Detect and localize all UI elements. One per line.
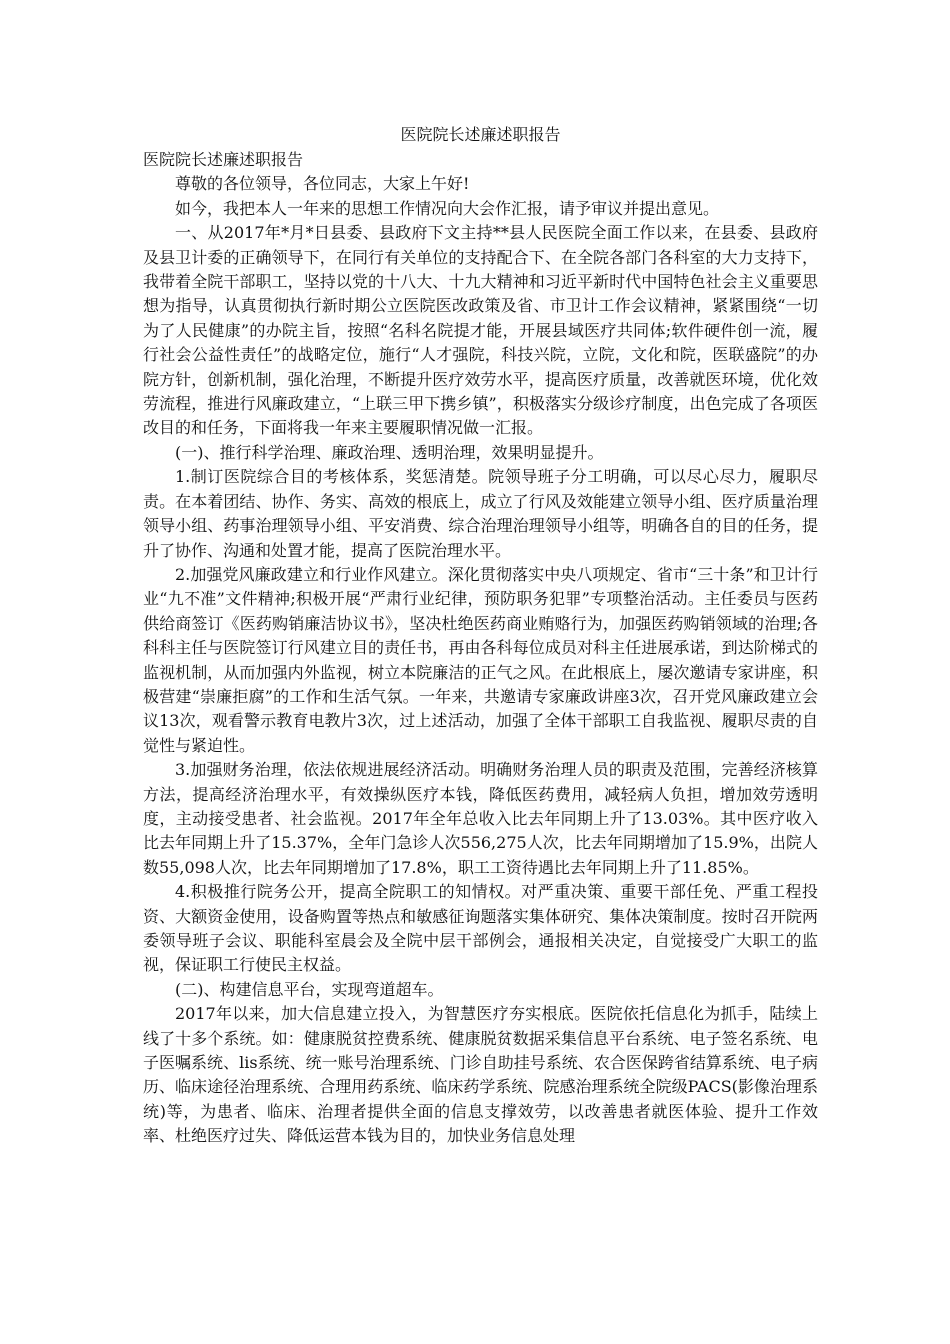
paragraph-intro: 如今，我把本人一年来的思想工作情况向大会作汇报，请予审议并提出意见。 [175,198,720,218]
paragraph-item-3: 3.加强财务治理，依法依规进展经济活动。明确财务治理人员的职责及范围，完善经济核算方法，提高经济治理水平，有效操纵医疗本钱，降低医药费用，减轻病人负担，增加效劳透明度，主动接受患者、社会监视。2017年全年总收入比去年同期上升了13.03%。其中医疗收入比去年同期上升了15.37%，全年门急诊人次556,275人次，比去年同期增加了15.9%，出院人数55,098人次，比去年同期增加了17.8%，职工工资待遇比去年同期上升了11.85%。 [143,760,818,877]
paragraph-info-platform: 2017年以来，加大信息建立投入，为智慧医疗夯实根底。医院依托信息化为抓手，陆续上线了十多个系统。如：健康脱贫控费系统、健康脱贫数据采集信息平台系统、电子签名系统、电子医嘱系统、lis系统、统一账号治理系统、门诊自助挂号系统、农合医保跨省结算系统、电子病历、临床途径治理系统、合理用药系统、临床药学系统、院感治理系统全院级PACS(影像治理系统)等，为患者、临床、治理者提供全面的信息支撑效劳，以改善患者就医体验、提升工作效率、杜绝医疗过失、降低运营本钱为目的，加快业务信息处理 [143,1004,818,1146]
paragraph-item-2: 2.加强党风廉政建立和行业作风建立。深化贯彻落实中央八项规定、省市“三十条”和卫计行业“九不准”文件精神;积极开展“严肃行业纪律，预防职务犯罪”专项整治活动。主任委员与医药供给商签订《医药购销廉洁协议书》，坚决杜绝医药商业贿赂行为，加强医药购销领域的治理;各科科主任与医院签订行风建立目的责任书，再由各科每位成员对科主任进展承诺，到达阶梯式的监视机制，从而加强内外监视，树立本院廉洁的正气之风。在此根底上，屡次邀请专家讲座，积极营建“崇廉拒腐”的工作和生活气氛。一年来，共邀请专家廉政讲座3次，召开党风廉政建立会议13次，观看警示教育电教片3次，过上述活动，加强了全体干部职工自我监视、履职尽责的自觉性与紧迫性。 [143,564,818,755]
paragraph-subtitle: 医院院长述廉述职报告 [143,150,304,169]
paragraph-heading-1: (一)、推行科学治理、廉政治理、透明治理，效果明显提升。 [175,442,604,462]
paragraph-greeting: 尊敬的各位领导，各位同志，大家上午好! [175,174,470,194]
paragraph-heading-2: (二)、构建信息平台，实现弯道超车。 [175,979,444,999]
paragraph-item-4: 4.积极推行院务公开，提高全院职工的知情权。对严重决策、重要干部任免、严重工程投资、大额资金使用，设备购置等热点和敏感征询题落实集体研究、集体决策制度。按时召开院两委领导班子会议、职能科室晨会及全院中层干部例会，通报相关决定，自觉接受广大职工的监视，保证职工行使民主权益。 [143,882,818,975]
paragraph-item-1: 1.制订医院综合目的考核体系，奖惩清楚。院领导班子分工明确，可以尽心尽力，履职尽责。在本着团结、协作、务实、高效的根底上，成立了行风及效能建立领导小组、医疗质量治理领导小组、药事治理领导小组、平安消费、综合治理治理领导小组等，明确各自的目的任务，提升了协作、沟通和处置才能，提高了医院治理水平。 [143,467,818,560]
document-title: 医院院长述廉述职报告 [400,125,561,144]
paragraph-section-1: 一、从2017年*月*日县委、县政府下文主持**县人民医院全面工作以来，在县委、县政府及县卫计委的正确领导下，在同行有关单位的支持配合下、在全院各部门各科室的大力支持下，我带着全院干部职工，坚持以党的十八大、十九大精神和习近平新时代中国特色社会主义重要思想为指导，认真贯彻执行新时期公立医院医改政策及省、市卫计工作会议精神，紧紧围绕“一切为了人民健康”的办院主旨，按照“名科名院提才能，开展县域医疗共同体;软件硬件创一流，履行社会公益性责任”的战略定位，施行“人才强院，科技兴院，立院，文化和院，医联盛院”的办院方针，创新机制，强化治理，不断提升医疗效劳水平，提高医疗质量，改善就医环境，优化效劳流程，推进行风廉政建立，“上联三甲下携乡镇”，积极落实分级诊疗制度，出色完成了各项医改目的和任务，下面将我一年来主要履职情况做一汇报。 [143,223,818,438]
